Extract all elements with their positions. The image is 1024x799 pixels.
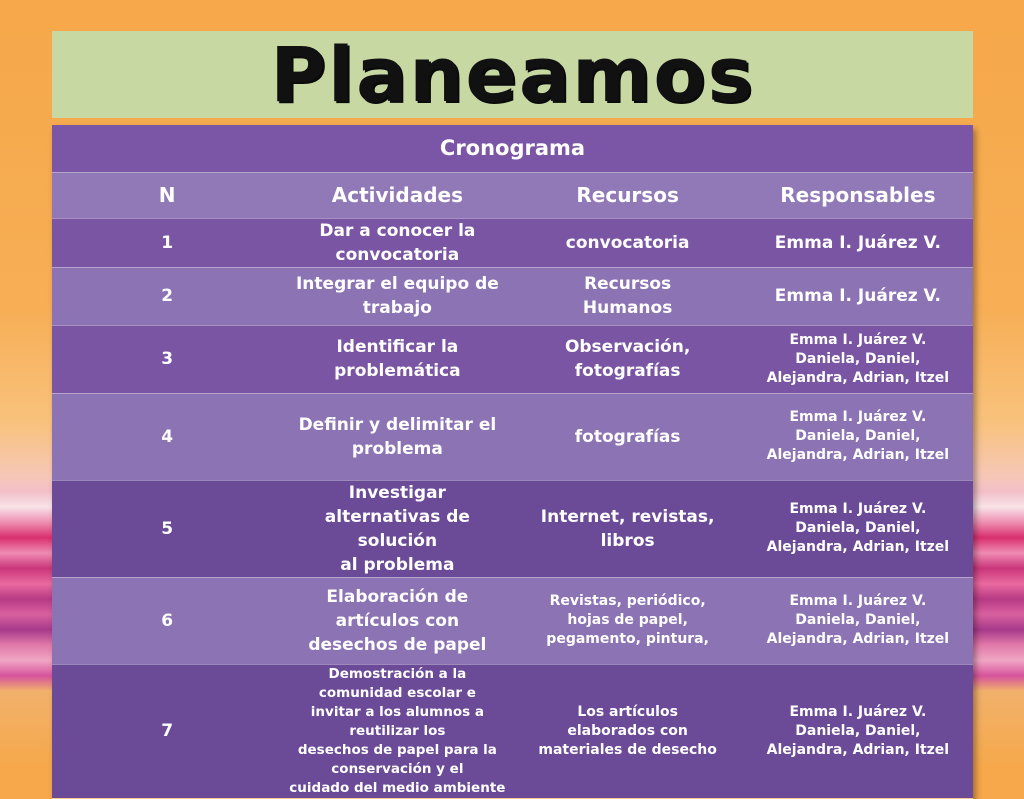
responsible-cell: Emma I. Juárez V. Daniela, Daniel, Alejandra, Adrian, Itzel: [743, 664, 973, 798]
resources-cell: Los artículos elaborados con materiales de desecho: [513, 664, 743, 798]
table-row: [52, 577, 973, 664]
row-number: 2: [52, 267, 282, 325]
responsible-cell: Emma I. Juárez V. Daniela, Daniel, Alejandra, Adrian, Itzel: [743, 393, 973, 480]
schedule-table: [52, 125, 973, 799]
resources-cell: fotografías: [513, 393, 743, 480]
row-number: 6: [52, 577, 282, 664]
row-number: 5: [52, 480, 282, 577]
header-actividades: Actividades: [282, 172, 512, 218]
activity-cell: Dar a conocer la convocatoria: [282, 218, 512, 267]
table-row: [52, 393, 973, 480]
activity-cell: Integrar el equipo de trabajo: [282, 267, 512, 325]
activity-cell: Definir y delimitar el problema: [282, 393, 512, 480]
table-row: [52, 218, 973, 267]
responsible-cell: Emma I. Juárez V. Daniela, Daniel, Alejandra, Adrian, Itzel: [743, 577, 973, 664]
header-responsables: Responsables: [743, 172, 973, 218]
row-number: 3: [52, 325, 282, 393]
row-number: 4: [52, 393, 282, 480]
title-band: [52, 31, 973, 118]
table-row: [52, 480, 973, 577]
activity-cell: Demostración a la comunidad escolar e invitar a los alumnos a reutilizar los desechos de papel para la conservación y el cuidado del medio ambiente: [282, 664, 512, 798]
row-number: 1: [52, 218, 282, 267]
table-row: [52, 664, 973, 798]
schedule-table-container: [52, 125, 973, 799]
table-row: [52, 267, 973, 325]
table-header-row: [52, 172, 973, 218]
activity-cell: Investigar alternativas de solución al problema: [282, 480, 512, 577]
responsible-cell: Emma I. Juárez V. Daniela, Daniel, Alejandra, Adrian, Itzel: [743, 480, 973, 577]
resources-cell: Internet, revistas, libros: [513, 480, 743, 577]
resources-cell: convocatoria: [513, 218, 743, 267]
header-n: N: [52, 172, 282, 218]
resources-cell: Observación, fotografías: [513, 325, 743, 393]
table-caption-row: [52, 125, 973, 172]
resources-cell: Revistas, periódico, hojas de papel, pegamento, pintura,: [513, 577, 743, 664]
row-number: 7: [52, 664, 282, 798]
resources-cell: Recursos Humanos: [513, 267, 743, 325]
page-title: Planeamos: [270, 29, 755, 119]
table-caption: Cronograma: [52, 125, 973, 172]
table-row: [52, 325, 973, 393]
responsible-cell: Emma I. Juárez V. Daniela, Daniel, Alejandra, Adrian, Itzel: [743, 325, 973, 393]
activity-cell: Identificar la problemática: [282, 325, 512, 393]
header-recursos: Recursos: [513, 172, 743, 218]
responsible-cell: Emma I. Juárez V.: [743, 218, 973, 267]
responsible-cell: Emma I. Juárez V.: [743, 267, 973, 325]
activity-cell: Elaboración de artículos con desechos de papel: [282, 577, 512, 664]
